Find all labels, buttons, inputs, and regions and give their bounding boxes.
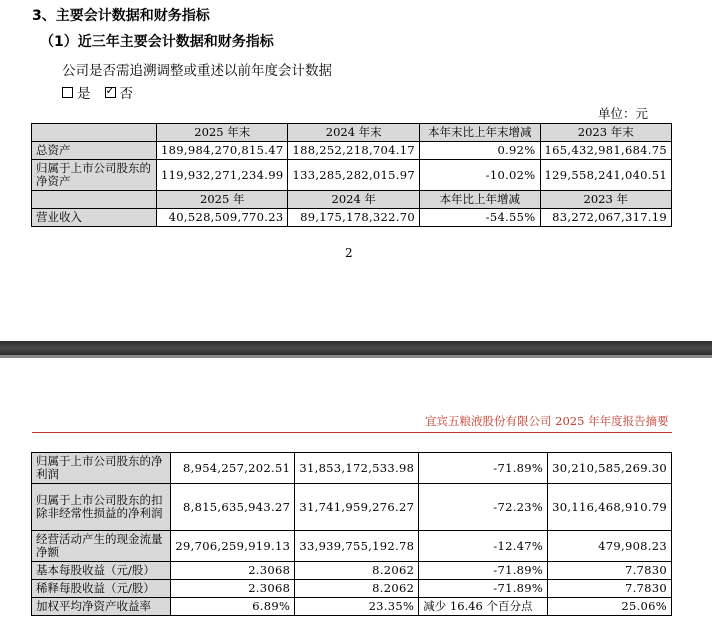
restatement-question: 公司是否需追溯调整或重述以前年度会计数据 [62, 63, 332, 79]
header-cell: 2023 年末 [540, 124, 671, 142]
row-label: 归属于上市公司股东的扣除非经常性损益的净利润 [32, 484, 171, 531]
cell-value: 83,272,067,317.19 [540, 209, 671, 227]
option-yes-label: 是 [77, 86, 91, 102]
cell-value: 189,984,270,815.47 [157, 142, 288, 160]
cell-value: 89,175,178,322.70 [288, 209, 419, 227]
report-running-title: 宜宾五粮液股份有限公司 2025 年年度报告摘要 [425, 414, 669, 428]
cell-value: 479,908.23 [548, 531, 672, 562]
row-label: 稀释每股收益（元/股） [32, 580, 171, 598]
cell-value: 2.3068 [171, 580, 295, 598]
cell-value: 7.7830 [548, 562, 672, 580]
table-row [32, 580, 672, 598]
table-row [32, 209, 672, 227]
row-label: 营业收入 [32, 209, 157, 227]
header-cell: 2023 年 [540, 191, 671, 209]
cell-value: 8,954,257,202.51 [171, 453, 295, 484]
report-title-rule [32, 432, 672, 433]
cell-value: 23.35% [295, 598, 419, 616]
header-cell: 2025 年末 [157, 124, 288, 142]
header-cell: 2025 年 [157, 191, 288, 209]
financial-table-2 [31, 452, 672, 616]
cell-value: -71.89% [419, 562, 548, 580]
cell-value: 8.2062 [295, 562, 419, 580]
section-heading: 3、主要会计数据和财务指标 [32, 8, 210, 24]
unit-label: 单位：元 [598, 106, 649, 121]
cell-value: 0.92% [419, 142, 540, 160]
table-row [32, 598, 672, 616]
cell-value: 30,116,468,910.79 [548, 484, 672, 531]
row-label: 经营活动产生的现金流量净额 [32, 531, 171, 562]
financial-table-1 [31, 123, 672, 227]
restatement-options [62, 82, 133, 102]
cell-value: 8,815,635,943.27 [171, 484, 295, 531]
row-label: 归属于上市公司股东的净资产 [32, 160, 157, 191]
cell-value: 133,285,282,015.97 [288, 160, 419, 191]
cell-value: -71.89% [419, 580, 548, 598]
cell-value: 6.89% [171, 598, 295, 616]
table-row [32, 484, 672, 531]
cell-value: -10.02% [419, 160, 540, 191]
cell-value: 165,432,981,684.75 [540, 142, 671, 160]
cell-value: 31,853,172,533.98 [295, 453, 419, 484]
table-row [32, 531, 672, 562]
cell-value: -72.23% [419, 484, 548, 531]
page-break-divider [0, 341, 712, 355]
cell-value: 25.06% [548, 598, 672, 616]
cell-value: 29,706,259,919.13 [171, 531, 295, 562]
cell-value: -12.47% [419, 531, 548, 562]
cell-value: 8.2062 [295, 580, 419, 598]
table-header-row [32, 191, 672, 209]
checkbox-yes[interactable] [62, 87, 73, 98]
header-cell: 2024 年 [288, 191, 419, 209]
row-label: 总资产 [32, 142, 157, 160]
row-label: 基本每股收益（元/股） [32, 562, 171, 580]
header-cell: 2024 年末 [288, 124, 419, 142]
table-header-row [32, 124, 672, 142]
cell-value: 30,210,585,269.30 [548, 453, 672, 484]
cell-value: -71.89% [419, 453, 548, 484]
cell-value: 减少 16.46 个百分点 [419, 598, 548, 616]
cell-value: 40,528,509,770.23 [157, 209, 288, 227]
row-label: 加权平均净资产收益率 [32, 598, 171, 616]
page-number: 2 [345, 246, 353, 260]
header-cell [32, 124, 157, 142]
cell-value: 119,932,271,234.99 [157, 160, 288, 191]
table-row [32, 160, 672, 191]
table-row [32, 453, 672, 484]
checkbox-no[interactable] [105, 87, 116, 98]
cell-value: 2.3068 [171, 562, 295, 580]
cell-value: 33,939,755,192.78 [295, 531, 419, 562]
header-cell: 本年末比上年末增减 [419, 124, 540, 142]
cell-value: -54.55% [419, 209, 540, 227]
header-cell [32, 191, 157, 209]
cell-value: 188,252,218,704.17 [288, 142, 419, 160]
option-no-label: 否 [119, 86, 133, 102]
cell-value: 31,741,959,276.27 [295, 484, 419, 531]
cell-value: 7.7830 [548, 580, 672, 598]
subsection-heading: （1）近三年主要会计数据和财务指标 [40, 34, 274, 50]
header-cell: 本年比上年增减 [419, 191, 540, 209]
cell-value: 129,558,241,040.51 [540, 160, 671, 191]
row-label: 归属于上市公司股东的净利润 [32, 453, 171, 484]
table-row [32, 562, 672, 580]
page-break-divider-shadow [0, 355, 712, 358]
table-row [32, 142, 672, 160]
